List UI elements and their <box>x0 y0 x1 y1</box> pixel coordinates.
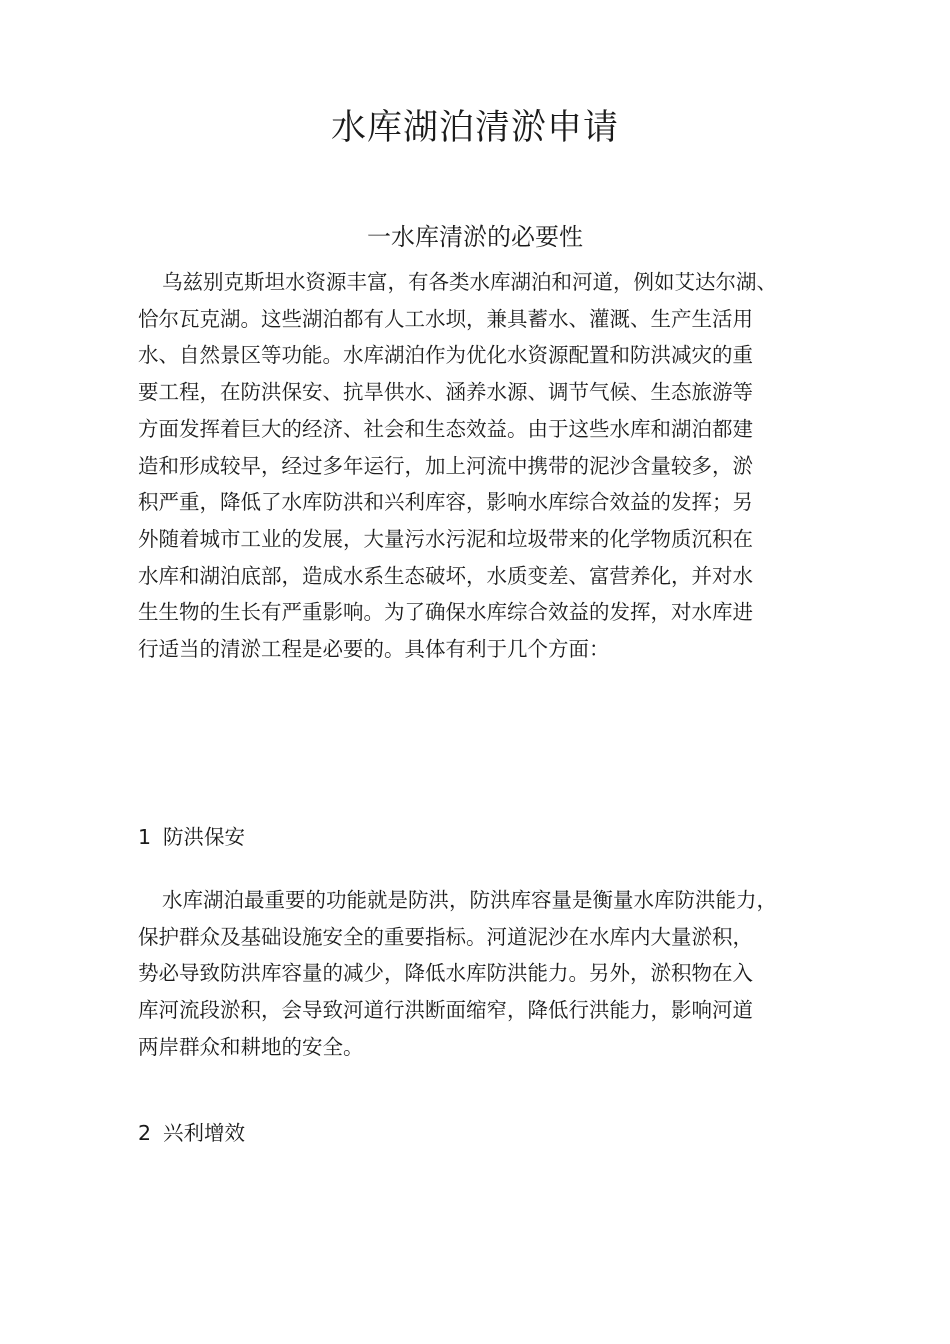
heading-number: 1 <box>138 825 152 849</box>
paragraph-line: 水库和湖泊底部，造成水系生态破坏，水质变差、富营养化，并对水 <box>138 563 753 588</box>
subsection-heading-2 <box>138 1118 245 1148</box>
paragraph-line: 库河流段淤积，会导致河道行洪断面缩窄，降低行洪能力，影响河道 <box>138 998 753 1023</box>
paragraph-line: 乌兹别克斯坦水资源丰富，有各类水库湖泊和河道，例如艾达尔湖、 <box>162 270 777 294</box>
heading-number: 2 <box>138 1121 152 1145</box>
paragraph-line: 保护群众及基础设施安全的重要指标。河道泥沙在水库内大量淤积， <box>138 924 753 949</box>
paragraph-line: 方面发挥着巨大的经济、社会和生态效益。由于这些水库和湖泊都建 <box>138 416 753 441</box>
paragraph-line: 要工程，在防洪保安、抗旱供水、涵养水源、调节气候、生态旅游等 <box>138 380 753 405</box>
heading-label: 兴利增效 <box>163 1121 246 1145</box>
paragraph-line: 造和形成较早，经过多年运行，加上河流中携带的泥沙含量较多，淤 <box>138 453 753 478</box>
heading-label: 防洪保安 <box>163 825 246 849</box>
paragraph-line: 行适当的清淤工程是必要的。具体有利于几个方面： <box>138 637 610 662</box>
paragraph-line: 水库湖泊最重要的功能就是防洪，防洪库容量是衡量水库防洪能力， <box>162 888 777 912</box>
paragraph-line: 恰尔瓦克湖。这些湖泊都有人工水坝，兼具蓄水、灌溉、生产生活用 <box>138 306 753 331</box>
document-title: 水库湖泊清淤申请 <box>330 108 619 148</box>
flood-control-paragraph <box>138 882 838 1066</box>
paragraph-line: 两岸群众和耕地的安全。 <box>138 1034 364 1059</box>
paragraph-line: 生生物的生长有严重影响。为了确保水库综合效益的发挥，对水库进 <box>138 600 753 625</box>
subsection-heading-1 <box>138 822 245 852</box>
paragraph-line: 外随着城市工业的发展，大量污水污泥和垃圾带来的化学物质沉积在 <box>138 526 753 551</box>
paragraph-line: 势必导致防洪库容量的减少，降低水库防洪能力。另外，淤积物在入 <box>138 961 753 986</box>
section-title: 一水库清淤的必要性 <box>367 223 583 251</box>
intro-paragraph <box>138 264 838 668</box>
paragraph-line: 积严重，降低了水库防洪和兴利库容，影响水库综合效益的发挥；另 <box>138 490 753 515</box>
paragraph-line: 水、自然景区等功能。水库湖泊作为优化水资源配置和防洪减灾的重 <box>138 343 753 368</box>
